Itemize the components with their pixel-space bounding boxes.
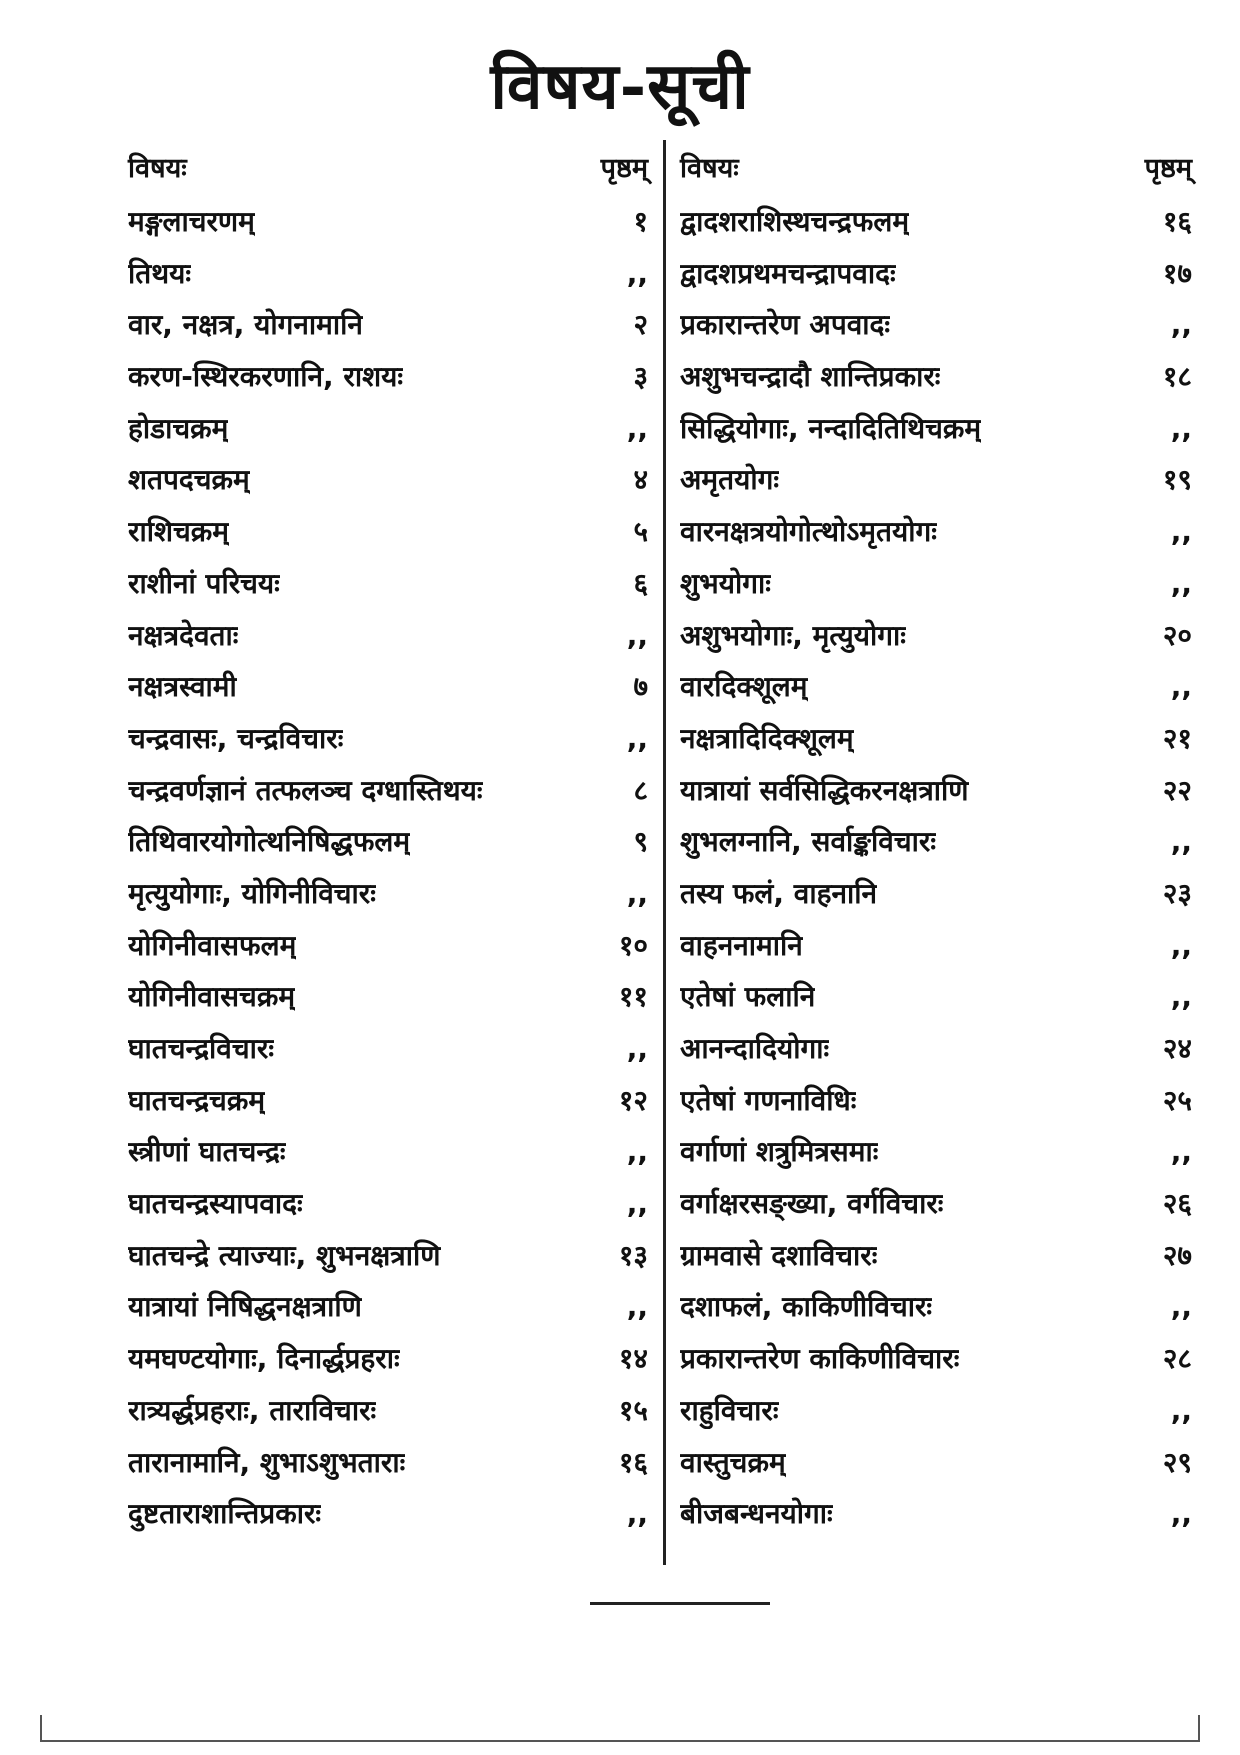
entry-subject: वारनक्षत्रयोगोत्थोऽमृतयोगः bbox=[680, 515, 937, 549]
toc-entry bbox=[680, 1443, 1192, 1495]
entry-page-number: ,, bbox=[1170, 411, 1192, 445]
entry-page-number: १८ bbox=[1162, 360, 1192, 394]
toc-entry bbox=[128, 874, 648, 926]
entry-subject: अमृतयोगः bbox=[680, 463, 780, 497]
entry-page-number: २८ bbox=[1162, 1342, 1192, 1376]
toc-entry bbox=[680, 616, 1192, 668]
page-frame-bottom bbox=[40, 1740, 1200, 1742]
entry-page-number: ,, bbox=[626, 1290, 648, 1324]
toc-entry bbox=[680, 771, 1192, 823]
column-divider bbox=[663, 140, 666, 1565]
entry-subject: करण-स्थिरकरणानि, राशयः bbox=[128, 360, 404, 394]
entry-page-number: ,, bbox=[626, 256, 648, 290]
toc-entry bbox=[680, 564, 1192, 616]
toc-entry bbox=[128, 822, 648, 874]
entry-subject: प्रकारान्तरेण अपवादः bbox=[680, 308, 891, 342]
entry-subject: घातचन्द्रे त्याज्याः, शुभनक्षत्राणि bbox=[128, 1238, 441, 1272]
toc-entry bbox=[680, 874, 1192, 926]
toc-entry bbox=[680, 1494, 1192, 1546]
toc-entry bbox=[128, 1287, 648, 1339]
bottom-rule bbox=[590, 1602, 770, 1605]
entry-page-number: १ bbox=[633, 205, 648, 238]
entry-subject: आनन्दादियोगाः bbox=[680, 1032, 830, 1065]
toc-entry bbox=[680, 1132, 1192, 1184]
entry-page-number: ,, bbox=[626, 876, 648, 910]
page-header: पृष्ठम् bbox=[600, 153, 648, 184]
toc-entry bbox=[128, 460, 648, 512]
toc-entry bbox=[680, 977, 1192, 1029]
entry-subject: द्वादशराशिस्थचन्द्रफलम् bbox=[680, 205, 910, 238]
toc-entry bbox=[128, 202, 648, 254]
entry-page-number: ३ bbox=[633, 360, 648, 394]
toc-entry bbox=[128, 1132, 648, 1184]
entry-subject: तिथिवारयोगोत्थनिषिद्धफलम् bbox=[128, 825, 411, 859]
entry-page-number: ११ bbox=[618, 980, 648, 1014]
toc-entry bbox=[680, 202, 1192, 254]
entry-page-number: ९ bbox=[633, 825, 648, 859]
left-column bbox=[128, 148, 648, 1546]
toc-entry bbox=[680, 512, 1192, 564]
entry-subject: स्त्रीणां घातचन्द्रः bbox=[128, 1135, 286, 1169]
toc-entry bbox=[128, 254, 648, 306]
page-frame-left bbox=[40, 1715, 42, 1742]
toc-entry bbox=[680, 1339, 1192, 1391]
entry-page-number: ,, bbox=[626, 1187, 648, 1221]
entry-page-number: २० bbox=[1162, 618, 1192, 652]
toc-entry bbox=[680, 1236, 1192, 1288]
toc-entry bbox=[680, 1391, 1192, 1443]
entry-subject: योगिनीवासफलम् bbox=[128, 928, 297, 962]
entry-page-number: १३ bbox=[618, 1238, 648, 1272]
entry-page-number: २६ bbox=[1162, 1187, 1192, 1221]
entry-page-number: ,, bbox=[626, 1032, 648, 1065]
toc-entry bbox=[128, 305, 648, 357]
subject-header: विषयः bbox=[128, 153, 187, 184]
entry-subject: चन्द्रवर्णज्ञानं तत्फलञ्च दग्धास्तिथयः bbox=[128, 773, 483, 807]
toc-entry bbox=[128, 1236, 648, 1288]
toc-entry bbox=[128, 1391, 648, 1443]
entry-subject: तारानामानि, शुभाऽशुभताराः bbox=[128, 1445, 406, 1479]
entry-subject: शतपदचक्रम् bbox=[128, 463, 250, 497]
page-title: विषय-सूची bbox=[490, 49, 750, 124]
entry-subject: तस्य फलं, वाहनानि bbox=[680, 876, 878, 910]
entry-page-number: ,, bbox=[1170, 1290, 1192, 1324]
toc-entry bbox=[128, 1494, 648, 1546]
subject-header: विषयः bbox=[680, 153, 739, 184]
entry-subject: घातचन्द्रविचारः bbox=[128, 1032, 275, 1065]
entry-subject: यात्रायां निषिद्धनक्षत्राणि bbox=[128, 1290, 362, 1324]
entry-page-number: १५ bbox=[618, 1393, 648, 1427]
entry-page-number: २२ bbox=[1162, 773, 1192, 807]
entry-page-number: १० bbox=[618, 928, 648, 962]
entry-page-number: ,, bbox=[626, 1497, 648, 1531]
right-entries-list bbox=[680, 202, 1192, 1546]
toc-entry bbox=[128, 512, 648, 564]
entry-page-number: ,, bbox=[1170, 825, 1192, 859]
toc-entry bbox=[680, 1029, 1192, 1081]
toc-entry bbox=[128, 719, 648, 771]
toc-entry bbox=[680, 409, 1192, 461]
entry-subject: एतेषां फलानि bbox=[680, 980, 816, 1014]
entry-subject: चन्द्रवासः, चन्द्रविचारः bbox=[128, 721, 344, 755]
entry-subject: योगिनीवासचक्रम् bbox=[128, 980, 296, 1014]
entry-page-number: ,, bbox=[1170, 1497, 1192, 1531]
toc-entry bbox=[128, 409, 648, 461]
toc-entry bbox=[128, 1443, 648, 1495]
toc-entry bbox=[128, 926, 648, 978]
entry-page-number: १४ bbox=[618, 1342, 648, 1376]
entry-page-number: ,, bbox=[1170, 1393, 1192, 1427]
entry-page-number: ,, bbox=[1170, 308, 1192, 342]
toc-entry bbox=[680, 719, 1192, 771]
entry-page-number: ७ bbox=[633, 670, 648, 704]
entry-subject: वर्गाणां शत्रुमित्रसमाः bbox=[680, 1135, 879, 1169]
left-entries-list bbox=[128, 202, 648, 1546]
entry-subject: एतेषां गणनाविधिः bbox=[680, 1083, 857, 1117]
entry-subject: राशिचक्रम् bbox=[128, 515, 230, 549]
entry-subject: रात्र्यर्द्धप्रहराः, ताराविचारः bbox=[128, 1393, 377, 1427]
entry-subject: वर्गाक्षरसङ्ख्या, वर्गविचारः bbox=[680, 1187, 944, 1221]
entry-page-number: ,, bbox=[1170, 980, 1192, 1014]
entry-subject: अशुभचन्द्रादौ शान्तिप्रकारः bbox=[680, 360, 941, 394]
toc-entry bbox=[128, 1339, 648, 1391]
entry-subject: शुभलग्नानि, सर्वाङ्कविचारः bbox=[680, 825, 936, 859]
entry-page-number: १७ bbox=[1162, 256, 1192, 290]
toc-entry bbox=[680, 822, 1192, 874]
entry-subject: दुष्टताराशान्तिप्रकारः bbox=[128, 1497, 322, 1531]
entry-page-number: ,, bbox=[1170, 670, 1192, 704]
entry-page-number: ,, bbox=[626, 1135, 648, 1169]
right-column bbox=[680, 148, 1192, 1546]
entry-subject: नक्षत्रदेवताः bbox=[128, 618, 239, 652]
toc-entry bbox=[680, 1184, 1192, 1236]
entry-subject: घातचन्द्रस्यापवादः bbox=[128, 1187, 303, 1221]
entry-page-number: ,, bbox=[1170, 928, 1192, 962]
entry-page-number: ६ bbox=[633, 566, 648, 600]
toc-entry bbox=[680, 926, 1192, 978]
entry-subject: शुभयोगाः bbox=[680, 566, 771, 600]
entry-subject: मङ्गलाचरणम् bbox=[128, 205, 255, 238]
toc-entry bbox=[128, 1081, 648, 1133]
entry-subject: सिद्धियोगाः, नन्दादितिथिचक्रम् bbox=[680, 411, 982, 445]
entry-subject: तिथयः bbox=[128, 256, 192, 290]
entry-page-number: ८ bbox=[633, 773, 648, 807]
toc-entry bbox=[128, 977, 648, 1029]
entry-page-number: १६ bbox=[618, 1445, 648, 1479]
toc-entry bbox=[128, 357, 648, 409]
entry-page-number: २५ bbox=[1162, 1083, 1192, 1117]
toc-entry bbox=[680, 305, 1192, 357]
entry-subject: वाहननामानि bbox=[680, 928, 803, 962]
entry-subject: होडाचक्रम् bbox=[128, 411, 229, 445]
entry-subject: राशीनां परिचयः bbox=[128, 566, 280, 600]
entry-subject: वार, नक्षत्र, योगनामानि bbox=[128, 308, 363, 342]
entry-subject: वारदिक्शूलम् bbox=[680, 670, 808, 704]
page-header: पृष्ठम् bbox=[1144, 153, 1192, 184]
toc-entry bbox=[680, 667, 1192, 719]
toc-entry bbox=[680, 254, 1192, 306]
entry-subject: अशुभयोगाः, मृत्युयोगाः bbox=[680, 618, 906, 652]
right-column-header bbox=[680, 148, 1192, 202]
toc-entry bbox=[128, 564, 648, 616]
toc-entry bbox=[680, 1081, 1192, 1133]
entry-page-number: ४ bbox=[633, 463, 648, 497]
entry-subject: राहुविचारः bbox=[680, 1393, 779, 1427]
entry-page-number: २७ bbox=[1162, 1238, 1192, 1272]
entry-page-number: २४ bbox=[1162, 1032, 1192, 1065]
entry-subject: वास्तुचक्रम् bbox=[680, 1445, 786, 1479]
entry-subject: मृत्युयोगाः, योगिनीविचारः bbox=[128, 876, 376, 910]
toc-entry bbox=[680, 460, 1192, 512]
entry-subject: यमघण्टयोगाः, दिनार्द्धप्रहराः bbox=[128, 1342, 400, 1376]
entry-subject: दशाफलं, काकिणीविचारः bbox=[680, 1290, 933, 1324]
toc-entry bbox=[128, 616, 648, 668]
entry-page-number: ,, bbox=[1170, 1135, 1192, 1169]
toc-entry bbox=[128, 667, 648, 719]
toc-entry bbox=[680, 357, 1192, 409]
entry-page-number: ,, bbox=[1170, 515, 1192, 549]
entry-subject: नक्षत्रस्वामी bbox=[128, 670, 237, 704]
entry-page-number: १९ bbox=[1162, 463, 1192, 497]
entry-page-number: ५ bbox=[633, 515, 648, 549]
entry-page-number: २१ bbox=[1162, 721, 1192, 755]
left-column-header bbox=[128, 148, 648, 202]
entry-page-number: २३ bbox=[1162, 876, 1192, 910]
entry-page-number: १२ bbox=[618, 1083, 648, 1117]
entry-subject: यात्रायां सर्वसिद्धिकरनक्षत्राणि bbox=[680, 773, 969, 807]
entry-subject: द्वादशप्रथमचन्द्रापवादः bbox=[680, 256, 896, 290]
toc-entry bbox=[128, 771, 648, 823]
entry-page-number: ,, bbox=[626, 618, 648, 652]
entry-page-number: २ bbox=[633, 308, 648, 342]
entry-subject: नक्षत्रादिदिक्शूलम् bbox=[680, 721, 854, 755]
entry-page-number: ,, bbox=[1170, 566, 1192, 600]
toc-entry bbox=[128, 1184, 648, 1236]
entry-subject: ग्रामवासे दशाविचारः bbox=[680, 1238, 878, 1272]
entry-subject: बीजबन्धनयोगाः bbox=[680, 1497, 833, 1531]
page-frame-right bbox=[1198, 1715, 1200, 1742]
entry-page-number: १६ bbox=[1162, 205, 1192, 238]
entry-subject: घातचन्द्रचक्रम् bbox=[128, 1083, 266, 1117]
entry-page-number: ,, bbox=[626, 411, 648, 445]
entry-page-number: ,, bbox=[626, 721, 648, 755]
toc-entry bbox=[128, 1029, 648, 1081]
toc-entry bbox=[680, 1287, 1192, 1339]
entry-subject: प्रकारान्तरेण काकिणीविचारः bbox=[680, 1342, 960, 1376]
entry-page-number: २९ bbox=[1162, 1445, 1192, 1479]
